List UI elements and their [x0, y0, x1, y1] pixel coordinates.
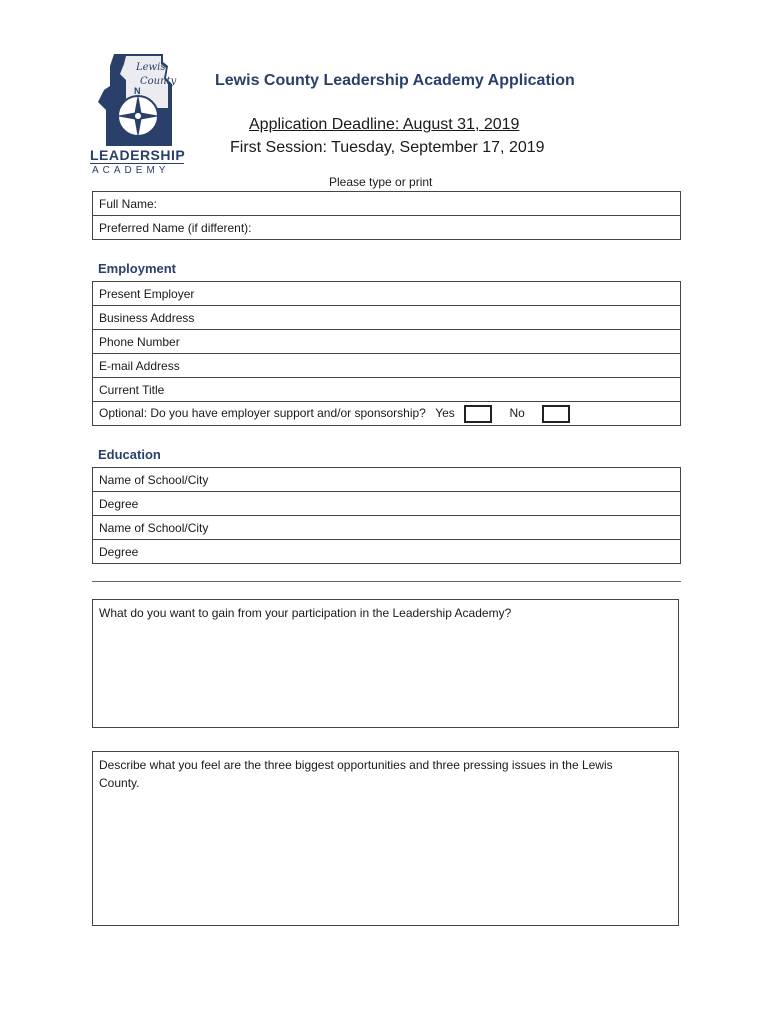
no-checkbox[interactable]	[542, 405, 570, 423]
degree-field-1[interactable]: Degree	[93, 492, 681, 516]
yes-checkbox[interactable]	[464, 405, 492, 423]
employer-support-question: Optional: Do you have employer support and/or sponsorship?	[99, 405, 426, 420]
business-address-field[interactable]: Business Address	[93, 306, 681, 330]
full-name-field[interactable]: Full Name:	[93, 192, 681, 216]
type-or-print-note: Please type or print	[329, 175, 433, 189]
school-city-field-2[interactable]: Name of School/City	[93, 516, 681, 540]
employer-support-row	[93, 402, 681, 426]
education-table	[92, 467, 681, 564]
application-deadline: Application Deadline: August 31, 2019	[249, 116, 520, 133]
gain-question-box[interactable]	[92, 599, 679, 728]
first-session: First Session: Tuesday, September 17, 2019	[230, 139, 545, 156]
degree-field-2[interactable]: Degree	[93, 540, 681, 564]
full-name-row[interactable]	[93, 192, 681, 216]
compass-n: N	[134, 86, 141, 96]
preferred-name-row[interactable]	[93, 216, 681, 240]
yes-label: Yes	[435, 405, 455, 420]
current-title-field[interactable]: Current Title	[93, 378, 681, 402]
education-heading: Education	[98, 447, 161, 462]
compass-w: W	[110, 108, 119, 118]
logo-county-line1: Lewis	[136, 62, 166, 73]
opportunities-question-box[interactable]	[92, 751, 679, 926]
logo	[88, 50, 188, 180]
employment-heading: Employment	[98, 261, 177, 276]
email-address-field[interactable]: E-mail Address	[93, 354, 681, 378]
page-title: Lewis County Leadership Academy Application	[215, 72, 575, 89]
opportunities-question: Describe what you feel are the three biggest opportunities and three pressing issues in the Lewis County.	[99, 758, 613, 790]
school-city-field-1[interactable]: Name of School/City	[93, 468, 681, 492]
compass-s: S	[134, 136, 141, 146]
present-employer-field[interactable]: Present Employer	[93, 282, 681, 306]
phone-number-field[interactable]: Phone Number	[93, 330, 681, 354]
section-divider	[92, 581, 681, 582]
logo-academy-word: ACADEMY	[92, 165, 170, 176]
logo-divider	[90, 163, 184, 164]
logo-leadership-word: LEADERSHIP	[90, 147, 186, 163]
compass-e: E	[160, 108, 167, 118]
preferred-name-field[interactable]: Preferred Name (if different):	[93, 216, 681, 240]
personal-info-table	[92, 191, 681, 240]
employment-table	[92, 281, 681, 426]
gain-question: What do you want to gain from your participation in the Leadership Academy?	[99, 606, 512, 620]
no-label: No	[509, 405, 525, 420]
logo-county-line2: County	[140, 76, 177, 87]
